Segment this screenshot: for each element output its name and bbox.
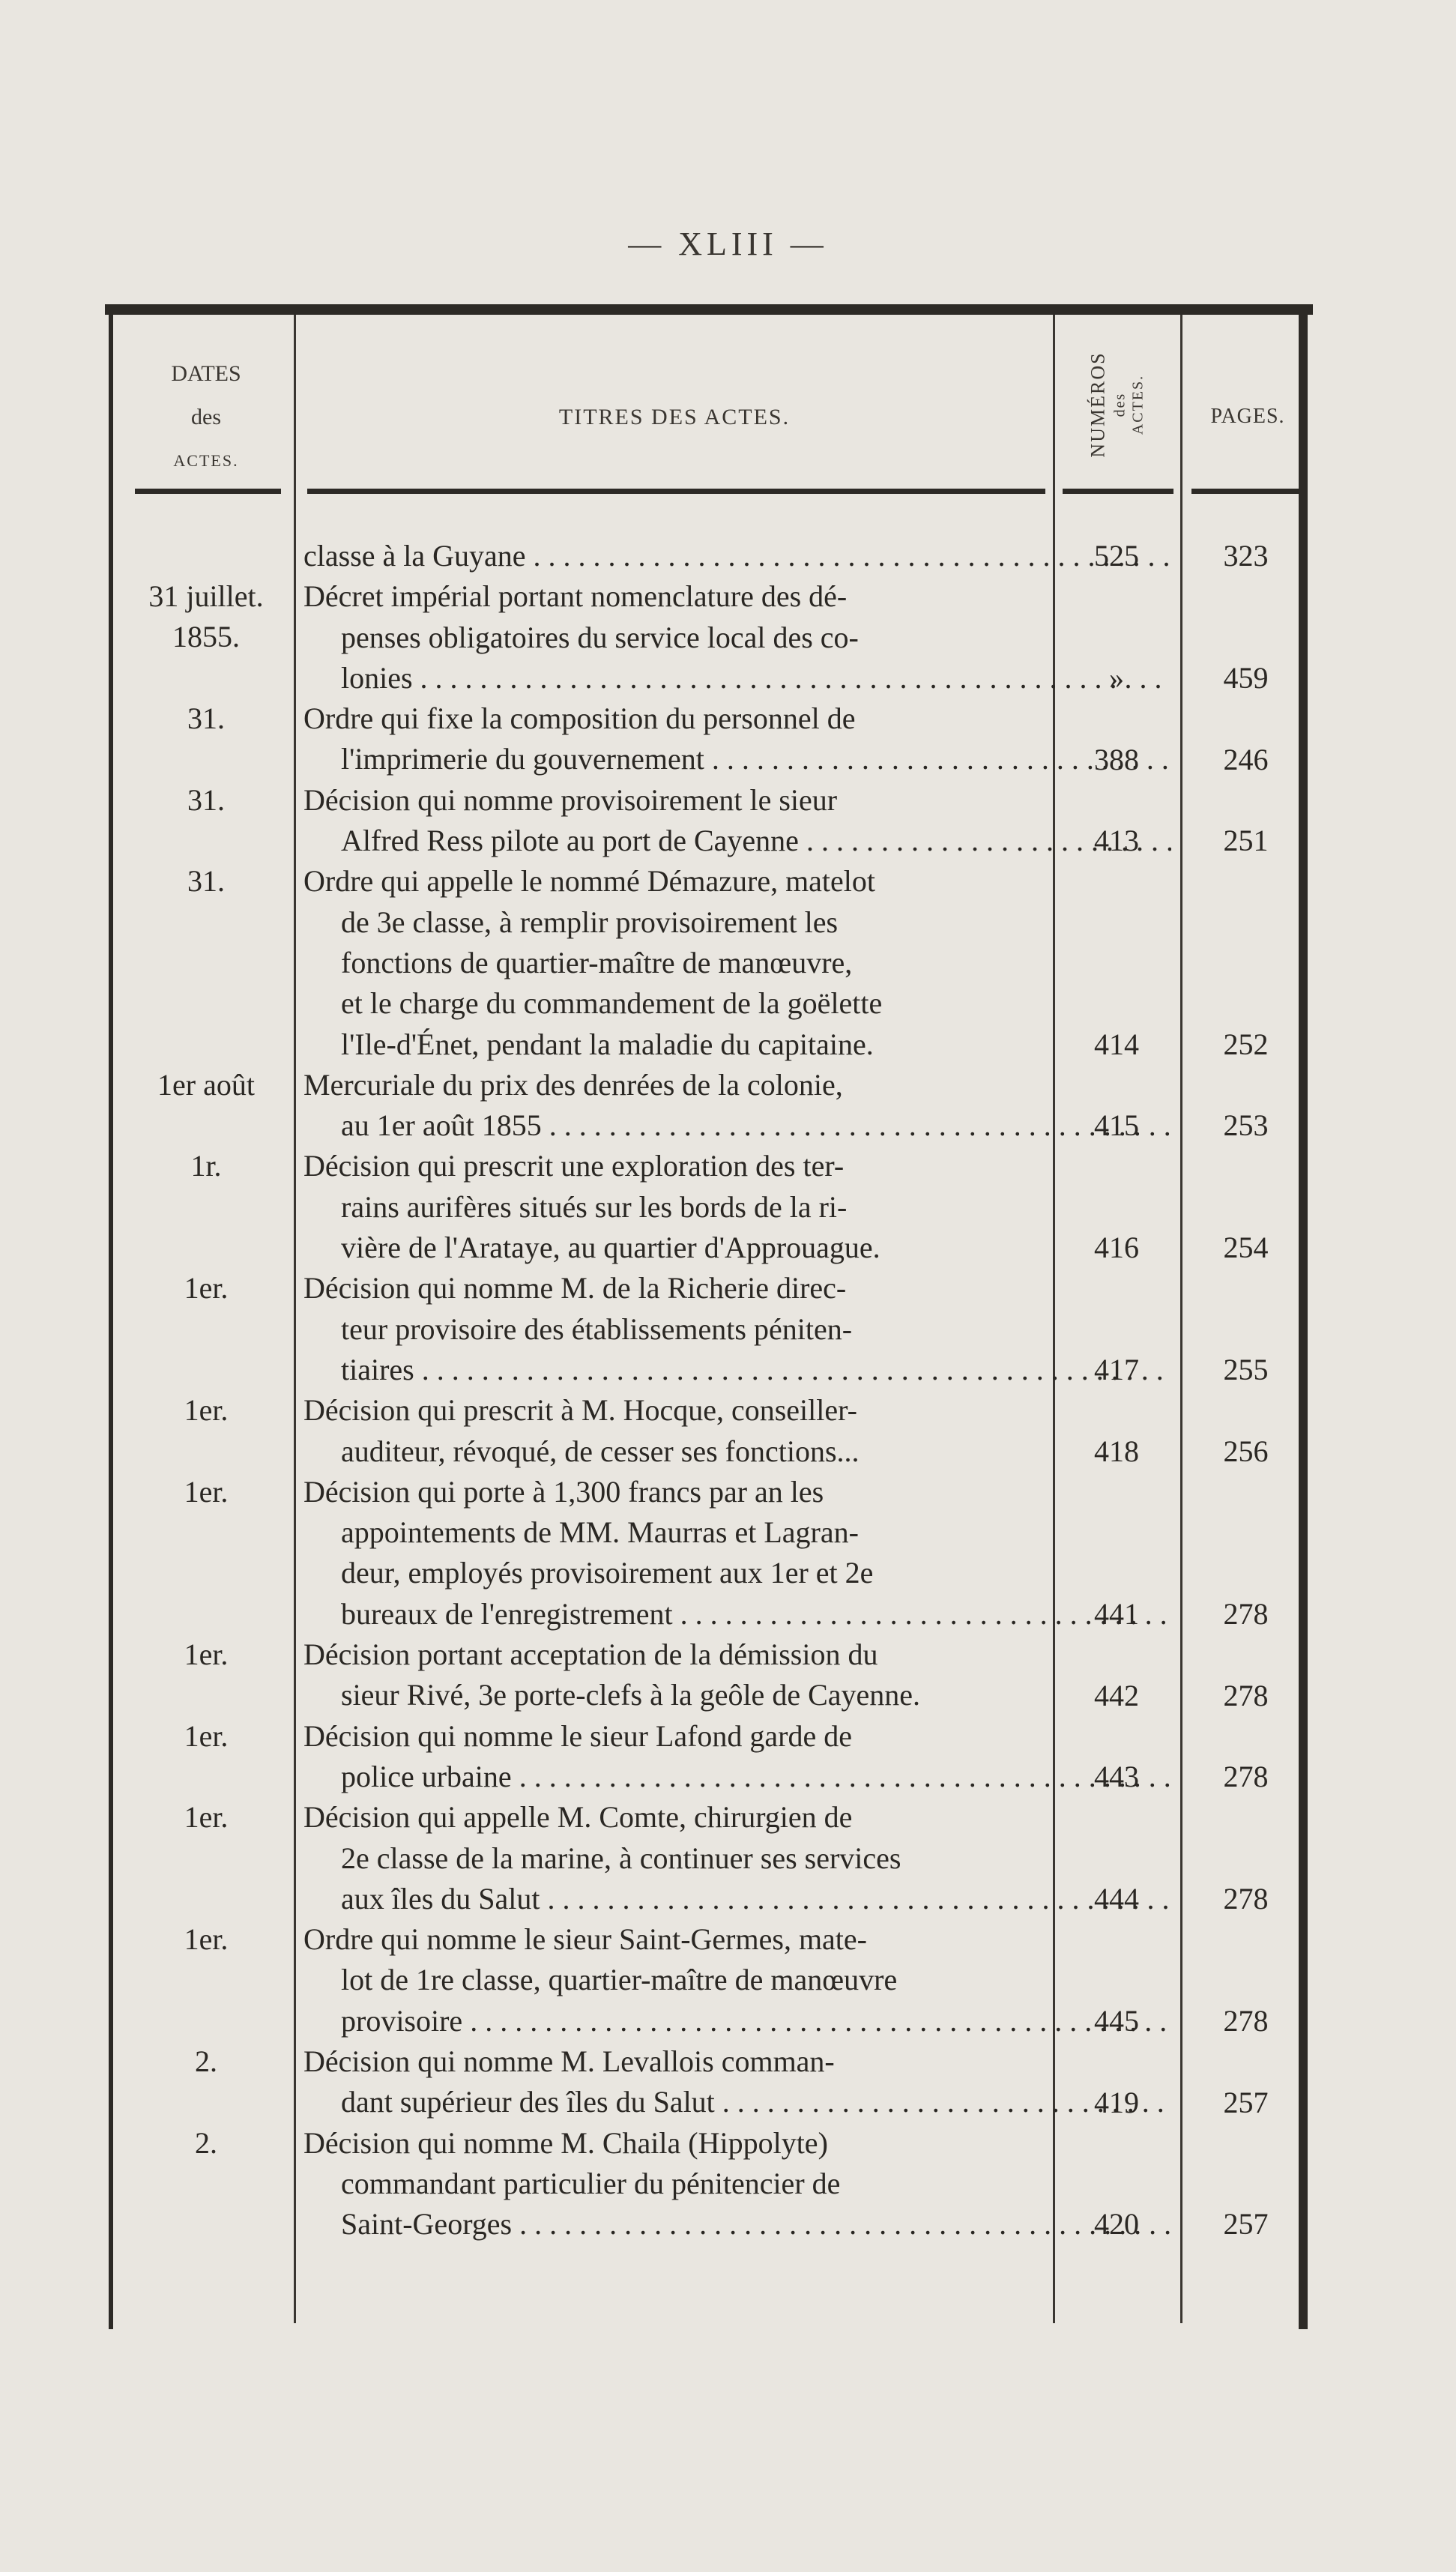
header-dates — [120, 352, 292, 483]
act-title-line: dant supérieur des îles du Salut . . . — [303, 2082, 1171, 2122]
header-dates-line2: des — [191, 405, 221, 429]
act-title-line: l'Ile-d'Énet, pendant la maladie du capitaine. — [341, 1027, 874, 1061]
act-title-line: vière de l'Arataye, au quartier d'Approuague. — [341, 1231, 880, 1265]
header-dates-line3: ACTES. — [173, 451, 239, 470]
table-row — [120, 1390, 1304, 1472]
act-title-line: deur, employés provisoirement aux 1er et 2e — [341, 1556, 874, 1590]
act-number: 525 — [1094, 539, 1139, 573]
act-title-line: Ordre qui appelle le nommé Démazure, matelot — [303, 864, 876, 899]
act-date: 2. — [195, 2125, 217, 2160]
act-number: 420 — [1094, 2207, 1139, 2242]
act-date: 31 juillet. 1855. — [148, 579, 264, 654]
act-title-line: aux îles du Salut . . . — [303, 1879, 1171, 1919]
header-rule-dates — [135, 489, 281, 494]
act-title-line: lot de 1re classe, quartier-maître de manœuvre — [341, 1963, 898, 1997]
act-number: 445 — [1094, 2003, 1139, 2038]
act-number: 388 — [1094, 742, 1139, 776]
act-number: 444 — [1094, 1882, 1139, 1916]
act-page: 257 — [1223, 2085, 1269, 2119]
act-title-line: Ordre qui nomme le sieur Saint-Germes, mate- — [303, 1922, 867, 1957]
act-number: 443 — [1094, 1760, 1139, 1794]
act-title — [303, 1919, 1171, 2041]
act-title-line: rains aurifères situés sur les bords de la ri- — [341, 1189, 848, 1224]
act-title-line: fonctions de quartier-maître de manœuvre, — [341, 945, 853, 979]
act-title — [303, 780, 1171, 862]
act-date: 1er. — [184, 1393, 229, 1428]
act-title-line: sieur Rivé, 3e porte-clefs à la geôle de Cayenne. — [341, 1678, 921, 1712]
table-row — [120, 1919, 1304, 2041]
page-header: — XLIII — — [628, 226, 828, 262]
table-row — [120, 576, 1304, 698]
act-number: 418 — [1094, 1434, 1139, 1468]
act-title-line: de 3e classe, à remplir provisoirement les — [341, 905, 839, 939]
act-title-line: Décision qui nomme M. Levallois comman- — [303, 2044, 835, 2078]
header-numeros-line2: des — [1111, 392, 1129, 417]
act-date: 31. — [187, 701, 225, 736]
act-page: 278 — [1223, 1597, 1269, 1631]
act-page: 256 — [1223, 1434, 1269, 1468]
act-number: 413 — [1094, 824, 1139, 858]
table-row — [120, 861, 1304, 1064]
act-title-line: lonies . . . — [303, 658, 1171, 698]
act-page: 278 — [1223, 1678, 1269, 1712]
header-rule-numeros — [1063, 489, 1173, 494]
act-title-line: Décision qui porte à 1,300 francs par an les — [303, 1474, 824, 1509]
act-page: 255 — [1223, 1353, 1269, 1387]
act-number: 416 — [1094, 1231, 1139, 1265]
act-title-line: Décret impérial portant nomenclature des dé- — [303, 579, 848, 614]
act-date: 1er. — [184, 1474, 229, 1509]
act-title-line: penses obligatoires du service local des co- — [341, 620, 859, 654]
act-number: 442 — [1094, 1678, 1139, 1712]
act-number: 417 — [1094, 1353, 1139, 1387]
act-title — [303, 698, 1171, 780]
act-date: 2. — [195, 2044, 217, 2078]
act-page: 251 — [1223, 824, 1269, 858]
act-title — [303, 1390, 1171, 1472]
act-date: 31. — [187, 864, 225, 899]
act-title-line: Décision qui nomme M. Chaila (Hippolyte) — [303, 2125, 828, 2160]
header-rule-titles — [307, 489, 1045, 494]
act-title — [303, 2123, 1171, 2245]
act-title — [303, 1797, 1171, 1919]
header-numeros-line1: NUMÉROS — [1087, 351, 1109, 458]
act-page: 246 — [1223, 742, 1269, 776]
act-date: 1er. — [184, 1922, 229, 1957]
header-titles: TITRES DES ACTES. — [558, 405, 791, 429]
act-page: 254 — [1223, 1231, 1269, 1265]
act-date: 1er août — [157, 1067, 255, 1102]
act-title-line: Saint-Georges . . . — [303, 2204, 1171, 2245]
header-rule-pages — [1191, 489, 1300, 494]
act-title — [303, 576, 1171, 698]
table-row — [120, 1634, 1304, 1716]
header-pages: PAGES. — [1210, 405, 1285, 428]
act-date: 1r. — [190, 1149, 222, 1183]
act-title-line: et le charge du commandement de la goëlette — [341, 986, 883, 1021]
act-date: 1er. — [184, 1271, 229, 1305]
act-title — [303, 2041, 1171, 2123]
act-title-line: Ordre qui fixe la composition du personnel de — [303, 701, 856, 736]
table-row — [120, 780, 1304, 862]
act-title-line: 2e classe de la marine, à continuer ses services — [341, 1841, 901, 1875]
act-title — [303, 1716, 1171, 1798]
act-title — [303, 861, 1171, 1064]
act-number: 441 — [1094, 1597, 1139, 1631]
act-number: » — [1109, 661, 1124, 695]
act-title — [303, 1146, 1171, 1268]
act-title-line: provisoire . . . — [303, 2001, 1171, 2041]
act-page: 257 — [1223, 2207, 1269, 2242]
act-title-line: commandant particulier du pénitencier de — [341, 2166, 841, 2200]
act-title-line: Alfred Ress pilote au port de Cayenne . . . — [303, 821, 1171, 861]
act-title-line: Décision qui nomme M. de la Richerie direc- — [303, 1271, 847, 1305]
act-page: 252 — [1223, 1027, 1269, 1061]
act-title — [303, 1472, 1171, 1634]
act-title-line: Décision qui appelle M. Comte, chirurgien de — [303, 1800, 853, 1835]
act-page: 323 — [1223, 539, 1269, 573]
table-row — [120, 2041, 1304, 2123]
act-page: 278 — [1223, 1760, 1269, 1794]
acts-table-body — [120, 536, 1304, 2245]
act-title-line: auditeur, révoqué, de cesser ses fonctions... — [341, 1434, 860, 1468]
act-title — [303, 1065, 1171, 1147]
act-number: 415 — [1094, 1108, 1139, 1143]
act-title-line: Décision qui nomme le sieur Lafond garde de — [303, 1718, 852, 1753]
act-title-line: tiaires . . . — [303, 1350, 1171, 1390]
header-dates-line1: DATES — [171, 361, 241, 386]
act-title-line: teur provisoire des établissements péniten- — [341, 1311, 853, 1346]
act-date: 31. — [187, 782, 225, 817]
header-numeros-line3: ACTES. — [1129, 374, 1147, 435]
act-title-line: appointements de MM. Maurras et Lagran- — [341, 1515, 859, 1550]
act-page: 253 — [1223, 1108, 1269, 1143]
table-row — [120, 1472, 1304, 1634]
act-page: 278 — [1223, 1882, 1269, 1916]
act-date: 1er. — [184, 1800, 229, 1835]
act-title-line: Décision portant acceptation de la démission du — [303, 1637, 878, 1672]
act-title-line: Décision qui prescrit une exploration des ter- — [303, 1149, 845, 1183]
act-title — [303, 1634, 1171, 1716]
act-title — [303, 1268, 1171, 1390]
act-title-line: police urbaine . . . — [303, 1757, 1171, 1797]
table-row — [120, 1065, 1304, 1147]
act-page: 459 — [1223, 661, 1269, 695]
act-title-line: bureaux de l'enregistrement . . . — [303, 1594, 1171, 1634]
act-title-line: l'imprimerie du gouvernement . . . — [303, 739, 1171, 779]
table-row — [120, 536, 1304, 576]
act-number: 414 — [1094, 1027, 1139, 1061]
header-numeros — [1060, 330, 1173, 480]
act-number: 419 — [1094, 2085, 1139, 2119]
act-date: 1er. — [184, 1718, 229, 1753]
table-row — [120, 1268, 1304, 1390]
table-row — [120, 1146, 1304, 1268]
act-title-line: Décision qui nomme provisoirement le sieur — [303, 782, 838, 817]
act-date: 1er. — [184, 1637, 229, 1672]
table-row — [120, 1797, 1304, 1919]
act-title-line: classe à la Guyane . . . — [303, 536, 1171, 576]
act-title-line: au 1er août 1855 . . . — [303, 1105, 1171, 1146]
table-row — [120, 2123, 1304, 2245]
act-page: 278 — [1223, 2003, 1269, 2038]
act-title-line: Décision qui prescrit à M. Hocque, conseiller- — [303, 1393, 857, 1428]
table-row — [120, 1716, 1304, 1798]
table-row — [120, 698, 1304, 780]
act-title-line: Mercuriale du prix des denrées de la colonie, — [303, 1067, 843, 1102]
act-title — [303, 536, 1171, 576]
